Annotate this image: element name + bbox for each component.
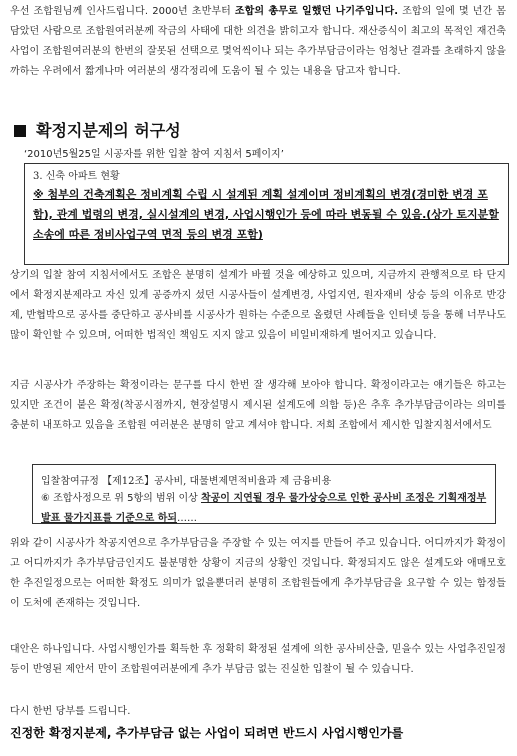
- rule-clause: [41, 489, 489, 529]
- rule-title: 입찰참여규정 【제12조】공사비, 대물변제면적비율과 제 금융비용: [41, 476, 332, 487]
- intro-author-emphasis: 조합의 총무로 일했던 나기주입니다.: [234, 6, 399, 17]
- body-paragraph-2: 상기의 입찰 참여 지침서에서도 조합은 분명히 설계가 바뀔 것을 예상하고 있으며, 지금까지 관행적으로 타 단지에서 확정지분제라고 자신 있게 공증까지 섰던 시공사들이 설계변경, 사업지연, 원자재비 상승 등의 이유로 반강제, 반협박으로 공사를 중단하고 공사비를 시공사가 원하는 수준으로 올렸던 사례들을 인터넷 등을 통해 너무나도 많이 확인할 수 있으며, 어떠한 법적인 책임도 지지 않고 있음이 비일비재하게 벌어지고 있습니다.: [10, 270, 506, 341]
- rule-clause-emphasis: 착공이 지연될 경우 물가상승으로 인한 공사비 조정은 기획재정부 발표 물가지표를 기준으로 하되: [41, 493, 487, 524]
- rule-clause-ellipsis: ……: [177, 513, 198, 524]
- excerpt-label: 3. 신축 아파트 현황: [33, 171, 120, 182]
- black-square-bullet-icon: [14, 125, 26, 137]
- excerpt-box-housing: [24, 163, 509, 265]
- closing-statement: 진정한 확정지분제, 추가부담금 없는 사업이 되려면 반드시 사업시행인가를: [10, 726, 404, 740]
- excerpt-note-text: ※ 첨부의 건축계획은 정비계획 수립 시 설계된 계획 설계이며 정비계획의 변경(경미한 변경 포함), 관계 법령의 변경, 실시설계의 변경, 사업시행인가 등에 따라 변동될 수 있음.(상가 토지분할 소송에 따른 정비사업구역 면적 등의 변경 포함): [33, 188, 499, 241]
- rule-clause-text: ⑥ 조합사정으로 위 5항의 범위 이상: [41, 493, 201, 504]
- intro-paragraph: [10, 2, 506, 82]
- body-paragraph-3: 지금 시공사가 주장하는 확정이라는 문구를 다시 한번 잘 생각해 보아야 합니다. 확정이라고는 얘기들은 하고는 있지만 조건이 붙은 확정(착공시점까지, 현장설명시 제시된 설계도에 의함 등)은 추후 추가부담금이라는 의미를 충분히 내포하고 있음을 조합원 여러분은 분명히 알고 계셔야 합니다. 저희 조합에서 제시한 입찰지침서에서도: [10, 380, 506, 431]
- excerpt-box-bid-rules: [32, 464, 496, 524]
- section-title: 확정지분제의 허구성: [36, 121, 181, 140]
- excerpt-note: [33, 185, 503, 245]
- intro-text: 우선 조합원님께 인사드립니다. 2000년 초반부터: [10, 6, 235, 17]
- body-paragraph-6: 다시 한번 당부를 드립니다.: [10, 706, 131, 717]
- source-quote: ‘2010년5월25일 시공자를 위한 입찰 참여 지침서 5페이지’: [24, 149, 284, 160]
- section-heading: [14, 118, 181, 141]
- body-paragraph-5: 대안은 하나입니다. 사업시행인가를 획득한 후 정확히 확정된 설계에 의한 공사비산출, 믿을수 있는 사업추진일정 등이 반영된 제안서 만이 조합원여러분에게 추가 부담금 없는 진실한 입찰이 될 수 있습니다.: [10, 644, 506, 675]
- body-paragraph-4: 위와 같이 시공사가 착공지연으로 추가부담금을 주장할 수 있는 여지를 만들어 주고 있습니다. 어디까지가 확정이고 어디까지가 추가부담금인지도 불분명한 상황이 지금의 상황인 것입니다. 확정되지도 않은 설계도와 애매모호한 추진일정으로는 어떠한 확정도 의미가 없을뿐더러 분명히 조합원들에게 추가부담금을 요구할 수 있는 함정들이 도처에 존재하는 것입니다.: [10, 538, 506, 609]
- intro-text-rest: 조합의 일에 몇 년간 몸 담았던 사람으로 조합원여러분께 작금의 사태에 대한 의견을 밝히고자 합니다. 재산증식이 최고의 목적인 재건축사업이 조합원여러분의 한번의 잘못된 선택으로 몇억씩이나 되는 추가부담금이라는 엄청난 결과를 초래하지 않을까하는 우려에서 짧게나마 여러분의 생각정리에 도움이 될 수 있는 내용을 담고자 합니다.: [10, 6, 507, 77]
